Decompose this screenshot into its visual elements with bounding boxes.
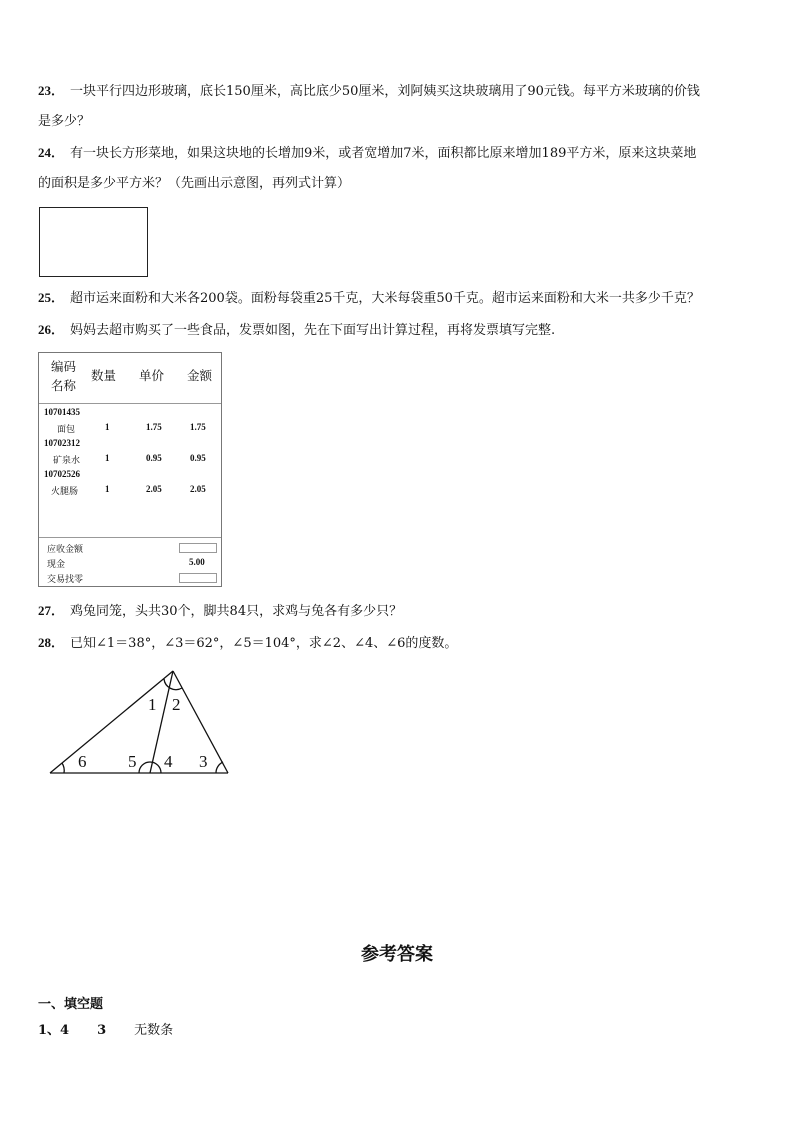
item-name: 面包	[57, 425, 76, 435]
item-code: 10702526	[44, 469, 80, 479]
angle-arc-top	[164, 679, 182, 690]
header-qty: 数量	[91, 368, 117, 383]
receipt-footer	[39, 537, 221, 588]
header-code: 编码	[51, 359, 77, 374]
triangle-left-side	[50, 671, 173, 773]
header-amount: 金额	[187, 368, 213, 383]
item-qty: 1	[105, 453, 110, 463]
item-amount: 2.05	[190, 484, 206, 494]
change-label: 交易找零	[47, 575, 84, 585]
item-price: 0.95	[146, 453, 162, 463]
angle-label-4: 4	[164, 752, 173, 771]
item-qty: 1	[105, 422, 110, 432]
item-price: 1.75	[146, 422, 162, 432]
angle-arc-6	[62, 763, 64, 773]
question-26	[38, 320, 758, 341]
question-25	[38, 288, 758, 309]
due-label: 应收金额	[47, 545, 84, 555]
question-text: 的面积是多少平方米？（先画出示意图，再列式计算）	[38, 176, 351, 191]
question-24	[38, 143, 758, 164]
item-amount: 1.75	[190, 422, 206, 432]
angle-label-2: 2	[172, 695, 181, 714]
question-text: 妈妈去超市购买了一些食品，发票如图，先在下面写出计算过程，再将发票填写完整.	[70, 323, 556, 338]
section-fill-blank: 一、填空题	[38, 997, 104, 1012]
question-24-cont	[38, 174, 758, 194]
angle-label-6: 6	[78, 752, 87, 771]
answer-value: 4	[60, 1023, 70, 1038]
header-name: 名称	[51, 378, 77, 393]
answer-number: 1、	[38, 1023, 61, 1038]
receipt	[38, 352, 222, 587]
answer-1	[38, 1019, 238, 1038]
question-text: 有一块长方形菜地，如果这块地的长增加9米，或者宽增加7米，面积都比原来增加189平方米，原来这块菜地	[70, 146, 697, 161]
question-number: 26．	[38, 322, 65, 337]
item-code: 10702312	[44, 438, 80, 448]
question-text: 已知∠1＝38°，∠3＝62°，∠5＝104°，求∠2、∠4、∠6的度数。	[70, 636, 458, 651]
item-name: 火腿肠	[51, 487, 79, 497]
item-name: 矿泉水	[53, 456, 81, 466]
item-amount: 0.95	[190, 453, 206, 463]
question-28	[38, 633, 758, 654]
header-price: 单价	[139, 368, 165, 383]
angle-label-5: 5	[128, 752, 137, 771]
answer-title: 参考答案	[361, 944, 433, 965]
question-text: 是多少？	[38, 114, 91, 129]
question-number: 24．	[38, 145, 65, 160]
item-price: 2.05	[146, 484, 162, 494]
answer-value: 无数条	[134, 1023, 174, 1038]
question-23	[38, 81, 758, 102]
due-blank	[179, 543, 217, 553]
triangle-figure	[40, 660, 240, 780]
question-27	[38, 601, 758, 622]
question-text: 超市运来面粉和大米各200袋。面粉每袋重25千克，大米每袋重50千克。超市运来面粉和大米一共多少千克？	[70, 291, 700, 306]
cash-label: 现金	[47, 560, 66, 570]
cash-value: 5.00	[189, 557, 205, 567]
item-code: 10701435	[44, 407, 80, 417]
answer-value: 3	[97, 1023, 107, 1038]
item-qty: 1	[105, 484, 110, 494]
question-number: 23．	[38, 83, 65, 98]
angle-arc-3	[216, 762, 223, 773]
question-number: 28．	[38, 635, 65, 650]
sketch-rectangle	[39, 207, 148, 277]
angle-label-3: 3	[199, 752, 208, 771]
question-text: 鸡兔同笼，头共30个，脚共84只，求鸡与兔各有多少只？	[70, 604, 403, 619]
question-23-cont	[38, 112, 758, 132]
angle-label-1: 1	[148, 695, 157, 714]
question-number: 25．	[38, 290, 65, 305]
change-blank	[179, 573, 217, 583]
receipt-header	[39, 353, 221, 404]
question-text: 一块平行四边形玻璃，底长150厘米，高比底少50厘米，刘阿姨买这块玻璃用了90元钱。每平方米玻璃的价钱	[70, 84, 700, 99]
question-number: 27．	[38, 603, 65, 618]
